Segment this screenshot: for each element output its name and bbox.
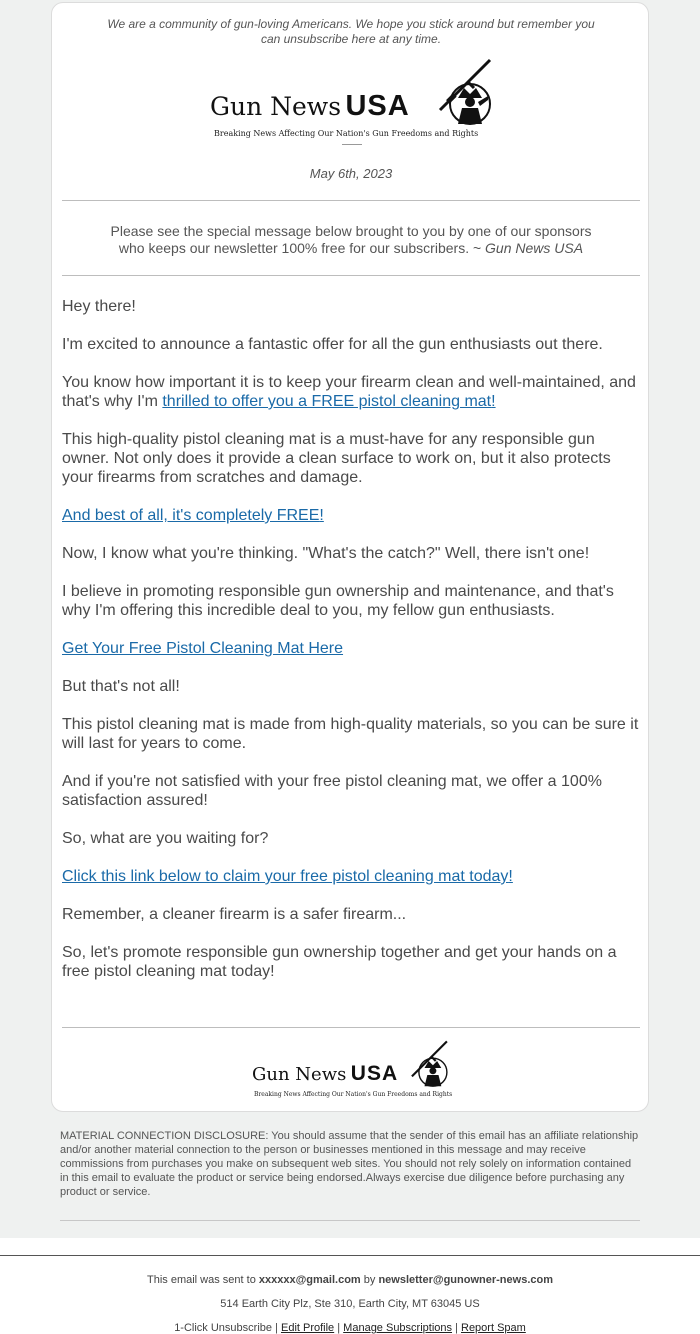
unsubscribe-link[interactable]: 1-Click Unsubscribe [174, 1322, 272, 1334]
paragraph: Hey there! [62, 298, 136, 315]
email-footer [0, 1238, 700, 1334]
claim-free-mat-link-end[interactable]: ! [508, 868, 513, 885]
completely-free-link[interactable]: And best of all, it's completely FREE [62, 507, 320, 524]
material-connection-disclosure: MATERIAL CONNECTION DISCLOSURE: You should assume that the sender of this email has an affiliate relationship and/or another material connection to the person or businesses mentioned in this message and may receive commissions from purchases you make on subsequent web sites. You should not rely solely on information contained in this email to evaluate the product or service being endorsed.Always exercise due diligence before purchasing any product or service. [60, 1130, 639, 1198]
paragraph: But that's not all! [62, 678, 180, 695]
divider [62, 200, 640, 201]
statue-of-liberty-rifle-icon [403, 1040, 453, 1096]
sponsor-message: Please see the special message below brought to you by one of our sponsors who keeps our newsletter 100% free for our subscribers. ~ Gun News USA [110, 223, 592, 256]
completely-free-link-end[interactable]: ! [319, 507, 324, 524]
paragraph: Now, I know what you're thinking. "What's the catch?" Well, there isn't one! [62, 545, 590, 562]
issue-date: May 6th, 2023 [309, 166, 393, 181]
footer-logo[interactable]: Gun News USA Breaking News Affecting Our Nation's Gun Freedoms and Rights [247, 1040, 457, 1102]
manage-subscriptions-link[interactable]: Manage Subscriptions [343, 1322, 453, 1334]
paragraph: And if you're not satisfied with your free pistol cleaning mat, we offer a 100% satisfaction assured! [62, 773, 602, 809]
get-free-mat-link[interactable]: Get Your Free Pistol Cleaning Mat Here [62, 640, 344, 657]
divider [0, 1255, 700, 1256]
paragraph: You know how important it is to keep your firearm clean and well-maintained, and that's why I'm thrilled to offer you a FREE pistol cleaning mat! [62, 374, 636, 410]
sent-to-line: This email was sent to xxxxxx@gmail.com by newsletter@gunowner-news.com [147, 1274, 553, 1286]
statue-of-liberty-rifle-icon [428, 58, 498, 138]
paragraph: Remember, a cleaner firearm is a safer firearm... [62, 906, 407, 923]
paragraph: This high-quality pistol cleaning mat is a must-have for any responsible gun owner. Not only does it provide a clean surface to work on, but it also protects your firearms from scratches and damage. [62, 431, 611, 486]
intro-text: We are a community of gun-loving Americans. We hope you stick around but remember you can unsubscribe here at any time. [107, 17, 595, 46]
report-spam-link[interactable]: Report Spam [461, 1322, 526, 1334]
message-body [62, 297, 642, 1000]
divider [62, 275, 640, 276]
free-mat-offer-link-end[interactable]: ! [491, 393, 496, 410]
email-card [51, 2, 649, 1112]
paragraph: I believe in promoting responsible gun ownership and maintenance, and that's why I'm offering this incredible deal to you, my fellow gun enthusiasts. [62, 583, 614, 619]
paragraph: So, let's promote responsible gun ownership together and get your hands on a free pistol cleaning mat today! [62, 944, 617, 980]
footer-links: 1-Click Unsubscribe | Edit Profile | Manage Subscriptions | Report Spam [174, 1322, 526, 1334]
paragraph [62, 506, 642, 525]
paragraph: I'm excited to announce a fantastic offer for all the gun enthusiasts out there. [62, 336, 603, 353]
paragraph [62, 867, 642, 886]
mailing-address: 514 Earth City Plz, Ste 310, Earth City, MT 63045 US [220, 1298, 480, 1310]
paragraph: So, what are you waiting for? [62, 830, 269, 847]
paragraph [62, 639, 642, 658]
header-logo[interactable]: Gun News USA Breaking News Affecting Our Nation's Gun Freedoms and Rights [202, 58, 502, 148]
claim-free-mat-link[interactable]: Click this link below to claim your free pistol cleaning mat today [62, 868, 509, 885]
edit-profile-link[interactable]: Edit Profile [280, 1322, 335, 1334]
free-mat-offer-link[interactable]: thrilled to offer you a FREE pistol cleaning mat [162, 393, 492, 410]
divider [60, 1220, 640, 1221]
divider [62, 1027, 640, 1028]
paragraph: This pistol cleaning mat is made from high-quality materials, so you can be sure it will last for years to come. [62, 716, 639, 752]
